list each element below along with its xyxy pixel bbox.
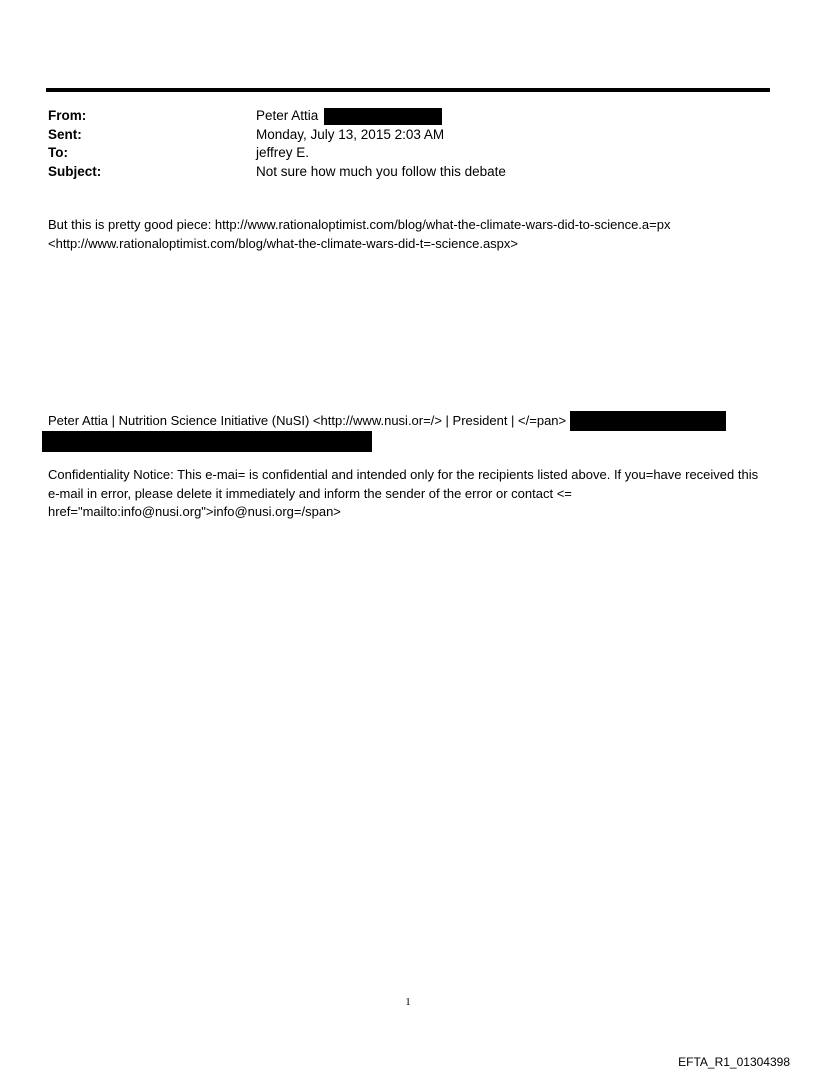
to-row	[48, 144, 768, 163]
subject-value: Not sure how much you follow this debate	[256, 163, 506, 179]
redaction-box	[570, 411, 726, 431]
from-row	[48, 107, 768, 126]
from-label: From:	[48, 108, 87, 124]
redaction-box	[324, 108, 442, 125]
to-value: jeffrey E.	[256, 145, 310, 161]
sent-value: Monday, July 13, 2015 2:03 AM	[256, 126, 445, 142]
body-line: But this is pretty good piece: http://www.rationaloptimist.com/blog/what-the-climate-wars-did-to-science.a=px	[48, 217, 671, 232]
to-label: To:	[48, 145, 68, 161]
email-body	[48, 216, 772, 253]
sent-row	[48, 126, 768, 145]
from-value: Peter Attia	[256, 108, 319, 124]
header-divider	[46, 88, 770, 92]
page-number: 1	[405, 996, 411, 1008]
signature	[48, 411, 772, 431]
signature-line: Peter Attia | Nutrition Science Initiative (NuSI) <http://www.nusi.or=/> | President | </=pan>	[48, 412, 567, 428]
body-line: <http://www.rationaloptimist.com/blog/what-the-climate-wars-did-t=-science.aspx>	[48, 235, 518, 251]
redaction-box	[42, 431, 372, 452]
subject-row	[48, 163, 768, 182]
subject-label: Subject:	[48, 163, 102, 179]
document-id: EFTA_R1_01304398	[678, 1055, 790, 1069]
email-header	[48, 107, 768, 181]
confidentiality-notice: Confidentiality Notice: This e-mai= is confidential and intended only for the recipients listed above. If you=have received this e-mail in error, please delete it immediately and inform the sender of the error or contact <= href="mailto:info@nusi.org">info@nusi.org=/span>	[48, 467, 759, 519]
sent-label: Sent:	[48, 126, 82, 142]
